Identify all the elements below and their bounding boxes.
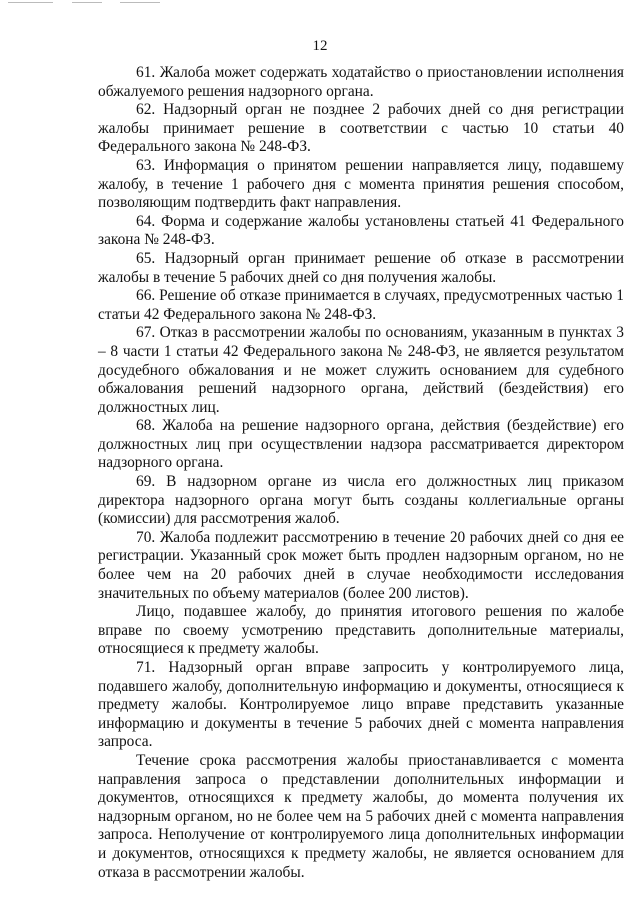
document-body <box>98 64 624 882</box>
scan-artifact <box>8 2 53 3</box>
scan-artifact <box>120 2 160 3</box>
scan-artifact <box>72 2 102 3</box>
page-number: 12 <box>312 38 328 54</box>
paragraph-67: 67. Отказ в рассмотрении жалобы по основаниям, указанным в пунктах 3 – 8 части 1 статьи 42 Федерального закона № 248-ФЗ, не является результатом досудебного обжалования и не может служить основанием для судебного обжалования решений надзорного органа, действий (бездействия) его должностных лиц. <box>98 324 624 416</box>
paragraph-62: 62. Надзорный орган не позднее 2 рабочих дней со дня регистрации жалобы принимает решение в соответствии с частью 10 статьи 40 Федерального закона № 248-ФЗ. <box>98 101 624 156</box>
paragraph-63: 63. Информация о принятом решении направляется лицу, подавшему жалобу, в течение 1 рабочего дня с момента принятия решения способом, позволяющим подтвердить факт направления. <box>98 156 624 212</box>
paragraph-61: 61. Жалоба может содержать ходатайство о приостановлении исполнения обжалуемого решения надзорного органа. <box>98 64 624 100</box>
paragraph-66: 66. Решение об отказе принимается в случаях, предусмотренных частью 1 статьи 42 Федерального закона № 248-ФЗ. <box>98 287 624 323</box>
paragraph-69: 69. В надзорном органе из числа его должностных лиц приказом директора надзорного органа могут быть созданы коллегиальные органы (комиссии) для рассмотрения жалоб. <box>98 473 624 528</box>
paragraph-65: 65. Надзорный орган принимает решение об отказе в рассмотрении жалобы в течение 5 рабочих дней со дня получения жалобы. <box>98 249 624 286</box>
paragraph-70: 70. Жалоба подлежит рассмотрению в течение 20 рабочих дней со дня ее регистрации. Указанный срок может быть продлен надзорным органом, но не более чем на 20 рабочих дней в случае необходимости исследования значительных по объему материалов (более 200 листов). <box>98 528 624 602</box>
paragraph-71: 71. Надзорный орган вправе запросить у контролируемого лица, подавшего жалобу, дополнительную информацию и документы, относящиеся к предмету жалобы. Контролируемое лицо вправе представить указанные информацию и документы в течение 5 рабочих дней с момента направления запроса. <box>98 659 624 751</box>
paragraph-71-continuation: Течение срока рассмотрения жалобы приостанавливается с момента направления запроса о представлении дополнительных информации и документов, относящихся к предмету жалобы, до момента получения их надзорным органом, но не более чем на 5 рабочих дней с момента направления запроса. Неполучение от контролируемого лица дополнительных информации и документов, относящихся к предмету жалобы, не является основанием для отказа в рассмотрении жалобы. <box>98 751 624 881</box>
paragraph-68: 68. Жалоба на решение надзорного органа, действия (бездействие) его должностных лиц при осуществлении надзора рассматривается директором надзорного органа. <box>98 417 624 472</box>
paragraph-64: 64. Форма и содержание жалобы установлены статьей 41 Федерального закона № 248-ФЗ. <box>98 212 624 249</box>
paragraph-70-continuation: Лицо, подавшее жалобу, до принятия итогового решения по жалобе вправе по своему усмотрению представить дополнительные материалы, относящиеся к предмету жалобы. <box>98 603 624 658</box>
